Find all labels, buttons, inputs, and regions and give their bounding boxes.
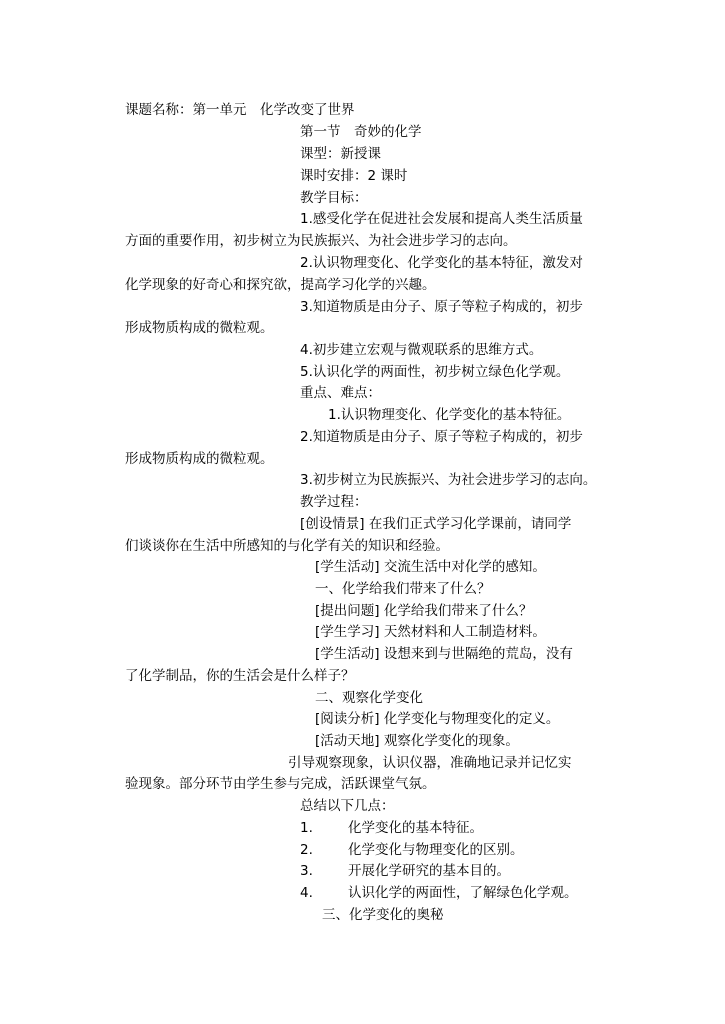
summary-number: 4. xyxy=(300,885,313,901)
summary-text: 开展化学研究的基本目的。 xyxy=(348,863,510,879)
student-activity-1: [学生活动] 交流生活中对化学的感知。 xyxy=(315,559,546,575)
goal-2-line-1: 2.认识物理变化、化学变化的基本特征，激发对 xyxy=(300,255,583,271)
key-point-2-line-2: 形成物质构成的微粒观。 xyxy=(125,451,274,467)
part-2-heading: 二、观察化学变化 xyxy=(315,690,423,706)
goal-5: 5.认识化学的两面性，初步树立绿色化学观。 xyxy=(300,364,570,380)
activity-field: [活动天地] 观察化学变化的现象。 xyxy=(315,733,519,749)
summary-item-4 xyxy=(300,883,578,903)
scene-line-1: [创设情景] 在我们正式学习化学课前，请同学 xyxy=(300,516,572,532)
reading-analysis: [阅读分析] 化学变化与物理变化的定义。 xyxy=(315,711,560,727)
lesson-type: 课型：新授课 xyxy=(300,146,381,162)
key-point-3: 3.初步树立为民族振兴、为社会进步学习的志向。 xyxy=(300,472,597,488)
summary-text: 化学变化的基本特征。 xyxy=(348,820,483,836)
goals-heading: 教学目标： xyxy=(300,190,368,206)
scene-line-2: 们谈谈你在生活中所感知的与化学有关的知识和经验。 xyxy=(125,538,449,554)
goal-2-line-2: 化学现象的好奇心和探究欲，提高学习化学的兴趣。 xyxy=(125,277,436,293)
part-1-heading: 一、化学给我们带来了什么？ xyxy=(315,581,491,597)
summary-item-2 xyxy=(300,840,524,860)
goal-1-line-2: 方面的重要作用，初步树立为民族振兴、为社会进步学习的志向。 xyxy=(125,233,517,249)
raise-question: [提出问题] 化学给我们带来了什么？ xyxy=(315,603,533,619)
summary-text: 化学变化与物理变化的区别。 xyxy=(348,842,524,858)
section-title: 第一节 奇妙的化学 xyxy=(300,124,422,140)
summary-number: 1. xyxy=(300,820,313,836)
guide-line-2: 验现象。部分环节由学生参与完成，活跃课堂气氛。 xyxy=(125,776,436,792)
summary-text: 认识化学的两面性，了解绿色化学观。 xyxy=(348,885,578,901)
lesson-title: 课题名称：第一单元 化学改变了世界 xyxy=(125,102,355,118)
lesson-schedule: 课时安排：2 课时 xyxy=(300,168,408,184)
summary-heading: 总结以下几点： xyxy=(300,798,395,814)
summary-number: 3. xyxy=(300,863,313,879)
guide-line-1: 引导观察现象，认识仪器，准确地记录并记忆实 xyxy=(288,755,572,771)
key-point-2-line-1: 2.知道物质是由分子、原子等粒子构成的，初步 xyxy=(300,429,583,445)
key-point-1: 1.认识物理变化、化学变化的基本特征。 xyxy=(328,407,571,423)
student-activity-2-line-2: 了化学制品，你的生活会是什么样子？ xyxy=(125,668,355,684)
summary-item-3 xyxy=(300,861,510,881)
goal-3-line-1: 3.知道物质是由分子、原子等粒子构成的，初步 xyxy=(300,299,583,315)
goal-1-line-1: 1.感受化学在促进社会发展和提高人类生活质量 xyxy=(300,211,583,227)
process-heading: 教学过程： xyxy=(300,494,368,510)
part-3-heading: 三、化学变化的奥秘 xyxy=(322,907,444,923)
goal-3-line-2: 形成物质构成的微粒观。 xyxy=(125,320,274,336)
summary-number: 2. xyxy=(300,842,313,858)
key-points-heading: 重点、难点： xyxy=(300,385,381,401)
summary-item-1 xyxy=(300,818,483,838)
goal-4: 4.初步建立宏观与微观联系的思维方式。 xyxy=(300,342,543,358)
student-study: [学生学习] 天然材料和人工制造材料。 xyxy=(315,624,546,640)
student-activity-2-line-1: [学生活动] 设想来到与世隔绝的荒岛，没有 xyxy=(315,646,573,662)
